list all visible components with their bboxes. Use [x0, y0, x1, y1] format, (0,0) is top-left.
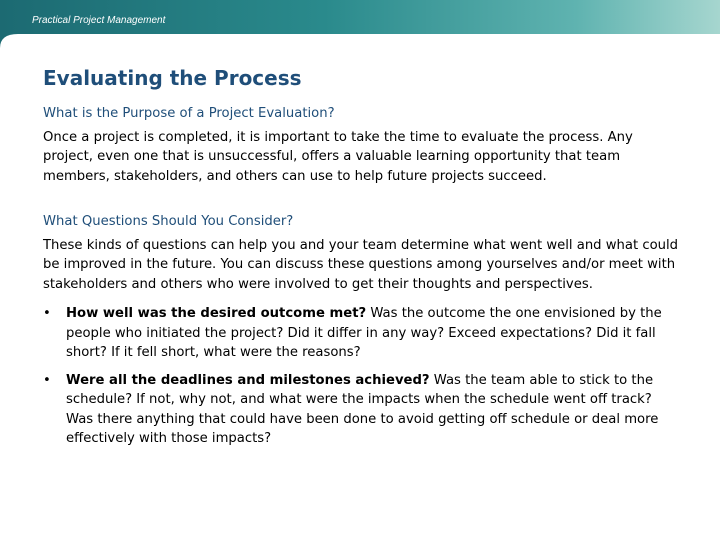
section-questions	[43, 212, 683, 449]
header-curve-decoration	[0, 0, 720, 70]
question-bold: Were all the deadlines and milestones achieved?	[66, 372, 430, 388]
question-list	[43, 304, 683, 449]
section-heading-questions: What Questions Should You Consider?	[43, 214, 294, 229]
question-item-outcome	[43, 304, 683, 363]
bullet-icon: •	[43, 306, 51, 321]
section-body-questions: These kinds of questions can help you and your team determine what went well and what could be improved in the future. You can discuss these questions among yourselves and/or meet with stakeholders and others who were involved to get their thoughts and perspectives.	[43, 237, 679, 292]
slide-title: Evaluating the Process	[43, 66, 302, 90]
section-body-purpose: Once a project is completed, it is important to take the time to evaluate the process. Any project, even one that is unsuccessful, offers a valuable learning opportunity that team members, stakeholders, and others can use to help future projects succeed.	[43, 129, 633, 184]
question-text: Was the outcome the one envisioned by the people who initiated the project? Did it differ in any way? Exceed expectations? Did it fall short? If it fell short, what were the reasons?	[66, 306, 662, 360]
slide-content	[43, 64, 683, 457]
bullet-icon: •	[43, 372, 51, 388]
question-item-deadlines	[43, 371, 683, 449]
header-title: Practical Project Management	[32, 15, 166, 26]
question-bold: How well was the desired outcome met?	[66, 306, 367, 321]
question-text: Was the team able to stick to the schedule? If not, why not, and what were the impacts when the schedule went off track? Was there anything that could have been done to avoid getting off schedule or deal more effectively with those impacts?	[66, 372, 659, 446]
section-heading-purpose: What is the Purpose of a Project Evaluation?	[43, 106, 335, 121]
